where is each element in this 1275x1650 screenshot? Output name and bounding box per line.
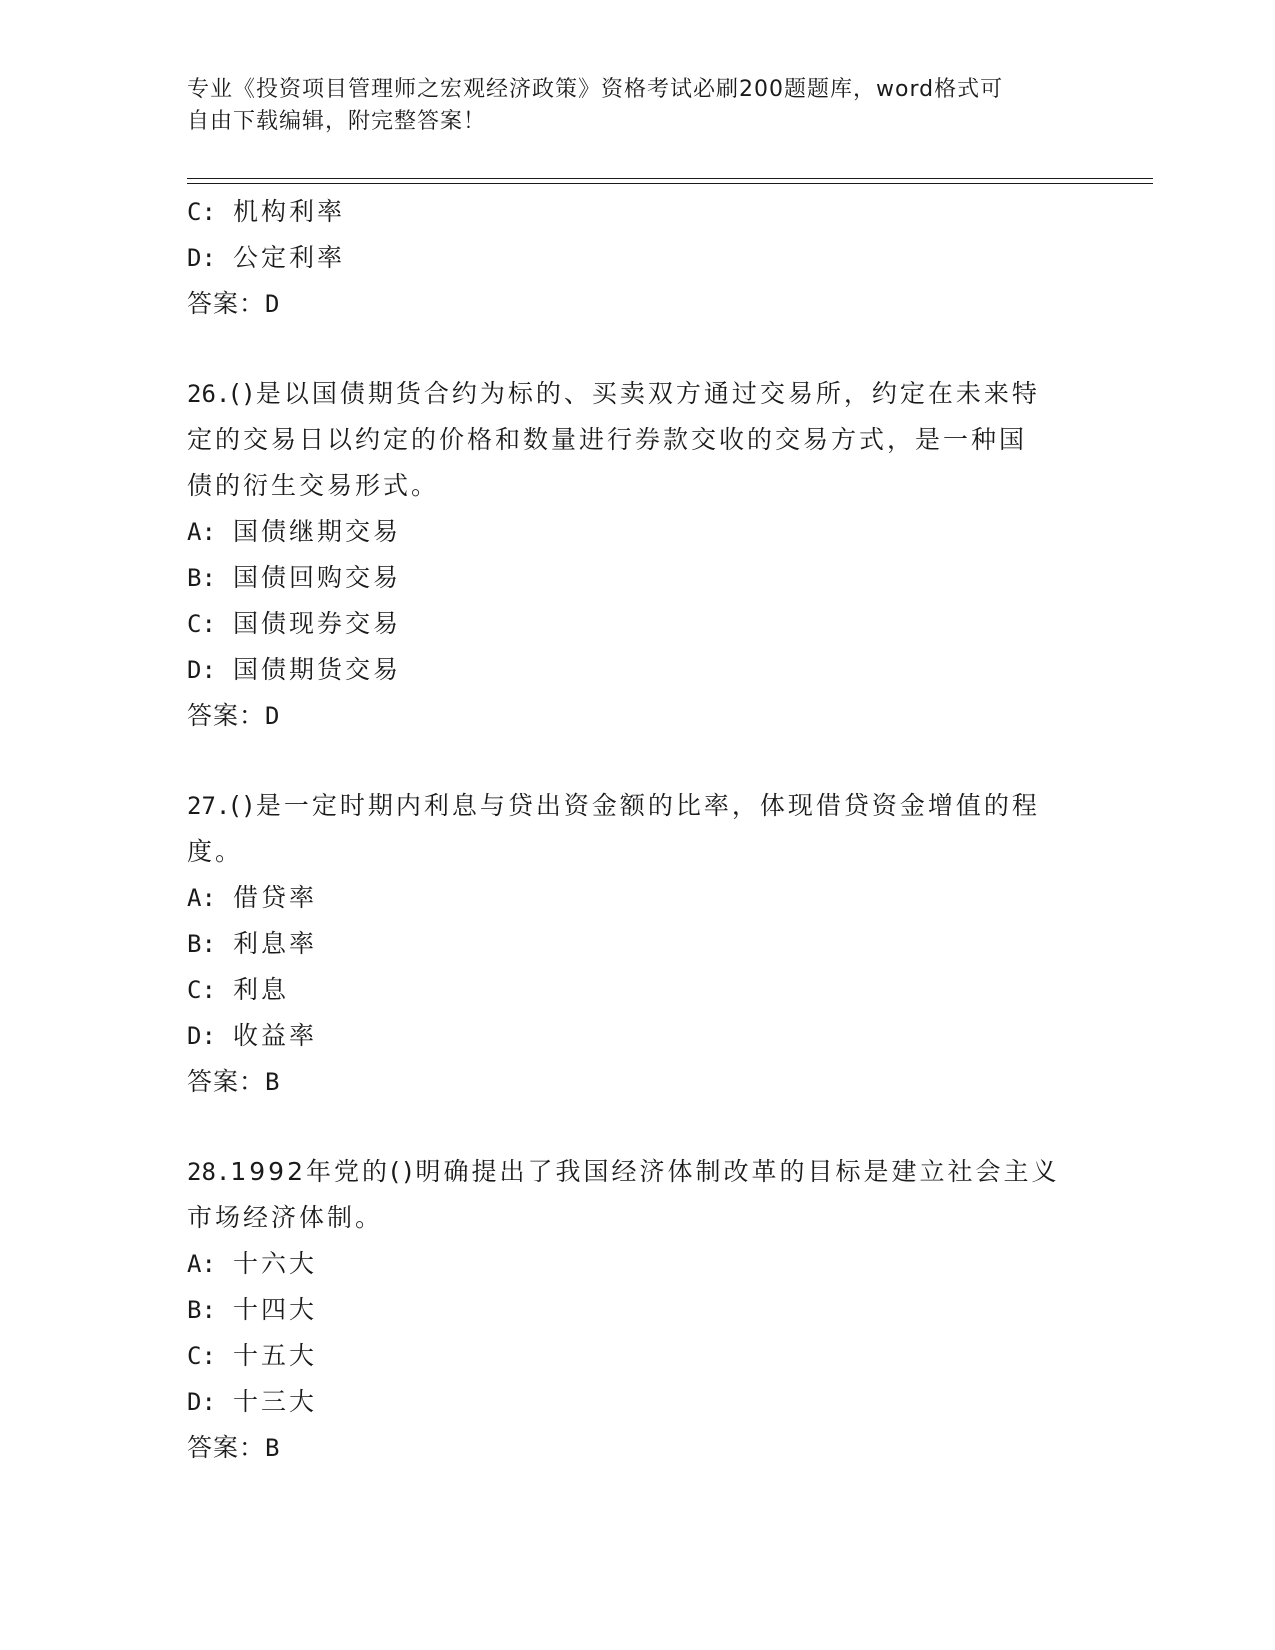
option-letter: D: [187, 1022, 216, 1050]
document-header [187, 74, 1087, 138]
option-text: 利息 [233, 975, 290, 1004]
question-stem-text: ()是以国债期货合约为标的、买卖双方通过交易所，约定在未来特 [230, 379, 1040, 408]
question-list [187, 189, 1087, 1471]
option-line [187, 875, 1087, 921]
option-text: 机构利率 [233, 197, 346, 226]
option-text: 国债现券交易 [233, 609, 402, 638]
option-line [187, 921, 1087, 967]
question-stem-text: ()是一定时期内利息与贷出资金额的比率，体现借贷资金增值的程 [230, 791, 1040, 820]
option-text: 十五大 [233, 1341, 318, 1370]
option-text: 十六大 [233, 1249, 318, 1278]
option-text: 十四大 [233, 1295, 318, 1324]
question-number: 26. [187, 380, 231, 408]
question-block-28 [187, 1149, 1087, 1471]
answer-label: 答案： [187, 701, 266, 730]
question-stem-line: 市场经济体制。 [187, 1203, 384, 1232]
option-letter: B: [187, 1296, 216, 1324]
answer-label: 答案： [187, 1067, 266, 1096]
question-number: 28. [187, 1158, 231, 1186]
question-block-27 [187, 783, 1087, 1105]
option-line [187, 647, 1087, 693]
option-text: 国债继期交易 [233, 517, 402, 546]
option-letter: A: [187, 884, 216, 912]
answer-line [187, 281, 1087, 327]
option-letter: C: [187, 610, 216, 638]
option-text: 国债回购交易 [233, 563, 402, 592]
option-letter: B: [187, 564, 216, 592]
question-stem-text: 1992年党的()明确提出了我国经济体制改革的目标是建立社会主义 [230, 1157, 1060, 1186]
answer-label: 答案： [187, 289, 266, 318]
answer-value: D [265, 290, 281, 318]
question-stem-line: 度。 [187, 837, 244, 866]
option-line [187, 555, 1087, 601]
question-block-prev [187, 189, 1087, 327]
header-line-1: 专业《投资项目管理师之宏观经济政策》资格考试必刷200题题库，word格式可 [187, 77, 1004, 102]
option-line [187, 601, 1087, 647]
option-line [187, 509, 1087, 555]
option-line [187, 189, 1087, 235]
answer-value: B [265, 1434, 281, 1462]
option-text: 利息率 [233, 929, 318, 958]
option-letter: C: [187, 1342, 216, 1370]
option-line [187, 1287, 1087, 1333]
option-line [187, 1379, 1087, 1425]
answer-value: B [265, 1068, 281, 1096]
option-line [187, 1013, 1087, 1059]
question-stem-line [187, 783, 1087, 829]
question-gap [187, 327, 1087, 371]
option-letter: B: [187, 930, 216, 958]
option-line [187, 1333, 1087, 1379]
option-letter: C: [187, 976, 216, 1004]
question-gap [187, 739, 1087, 783]
option-letter: C: [187, 198, 216, 226]
answer-line [187, 1425, 1087, 1471]
question-stem-line: 债的衍生交易形式。 [187, 471, 440, 500]
option-line [187, 967, 1087, 1013]
option-text: 公定利率 [233, 243, 346, 272]
question-block-26 [187, 371, 1087, 739]
option-text: 十三大 [233, 1387, 318, 1416]
answer-value: D [265, 702, 281, 730]
answer-line [187, 693, 1087, 739]
option-line [187, 235, 1087, 281]
answer-label: 答案： [187, 1433, 266, 1462]
question-number: 27. [187, 792, 231, 820]
option-line [187, 1241, 1087, 1287]
question-stem-line [187, 371, 1087, 417]
header-divider-top [187, 178, 1153, 179]
question-stem-line: 定的交易日以约定的价格和数量进行券款交收的交易方式，是一种国 [187, 425, 1028, 454]
option-letter: A: [187, 1250, 216, 1278]
option-text: 国债期货交易 [233, 655, 402, 684]
question-gap [187, 1105, 1087, 1149]
option-letter: D: [187, 244, 216, 272]
option-letter: D: [187, 1388, 216, 1416]
option-text: 借贷率 [233, 883, 318, 912]
option-text: 收益率 [233, 1021, 318, 1050]
option-letter: D: [187, 656, 216, 684]
header-divider-bottom [187, 183, 1153, 184]
option-letter: A: [187, 518, 216, 546]
question-stem-line [187, 1149, 1087, 1195]
answer-line [187, 1059, 1087, 1105]
header-line-2: 自由下载编辑，附完整答案！ [187, 109, 487, 134]
